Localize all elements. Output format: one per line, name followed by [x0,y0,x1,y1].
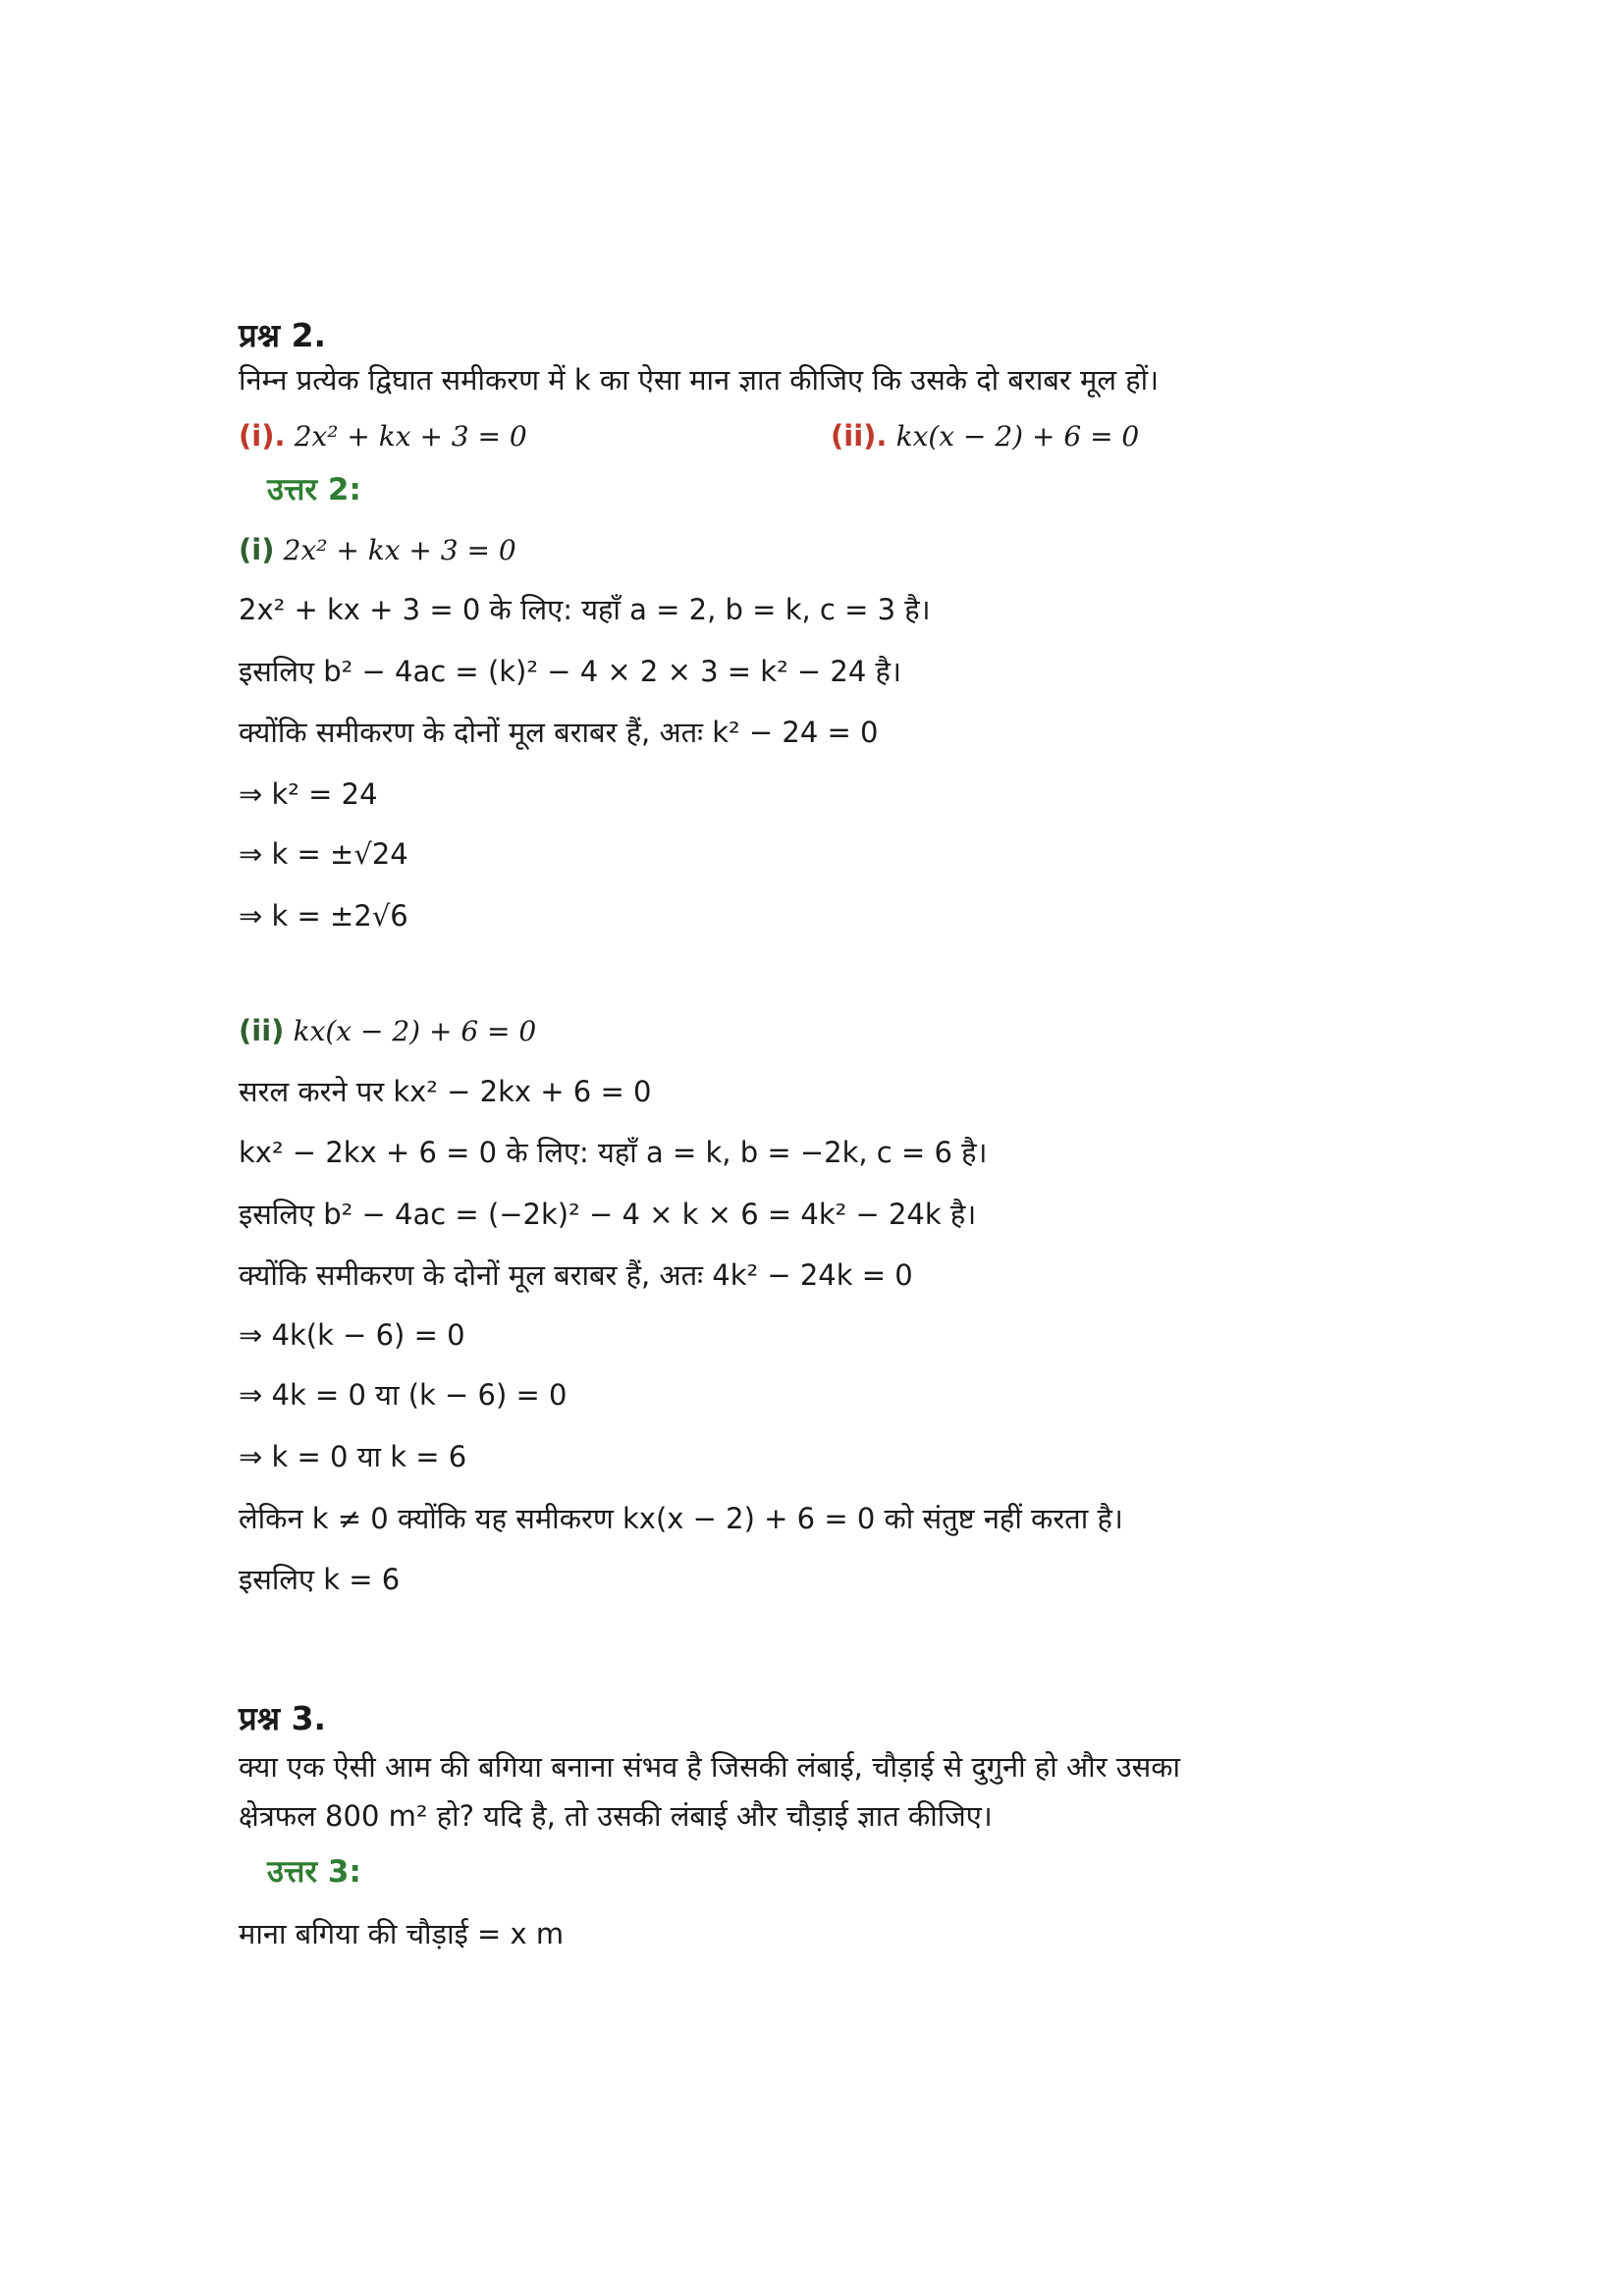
solution-line: 2x² + kx + 3 = 0 के लिए: यहाँ a = 2, b = k, c = 3 है। [239,593,931,626]
equation: kx(x − 2) + 6 = 0 [895,420,1140,453]
part-label: (i) [239,533,275,566]
solution-line: क्योंकि समीकरण के दोनों मूल बराबर हैं, अतः k² − 24 = 0 [239,716,879,749]
question-3-heading: प्रश्न 3. [239,1699,327,1737]
solution-line: ⇒ 4k(k − 6) = 0 [239,1318,465,1352]
part-label: (i). [239,419,286,453]
equation: kx(x − 2) + 6 = 0 [293,1015,537,1047]
solution-line: क्योंकि समीकरण के दोनों मूल बराबर हैं, अतः 4k² − 24k = 0 [239,1258,913,1292]
question-2-part-ii [831,416,1139,456]
question-2-heading: प्रश्न 2. [239,316,327,354]
solution-line: ⇒ k² = 24 [239,777,378,811]
answer-2-heading: उत्तर 2: [267,472,361,507]
solution-line: ⇒ k = 0 या k = 6 [239,1440,467,1473]
solution-line: सरल करने पर kx² − 2kx + 6 = 0 [239,1075,652,1108]
solution-line: लेकिन k ≠ 0 क्योंकि यह समीकरण kx(x − 2) + 6 = 0 को संतुष्ट नहीं करता है। [239,1502,1123,1535]
equation: 2x² + kx + 3 = 0 [283,534,516,566]
question-2-part-i [239,416,527,456]
part-label: (ii). [831,419,888,453]
solution-line: ⇒ k = ±2√6 [239,899,408,933]
solution-line: इसलिए b² − 4ac = (k)² − 4 × 2 × 3 = k² − 24 है। [239,655,901,688]
solution-line: इसलिए k = 6 [239,1563,401,1596]
question-3-text-line1: क्या एक ऐसी आम की बगिया बनाना संभव है जिसकी लंबाई, चौड़ाई से दुगुनी हो और उसका [239,1750,1181,1784]
solution-line: ⇒ 4k = 0 या (k − 6) = 0 [239,1378,568,1412]
solution-line: इसलिए b² − 4ac = (−2k)² − 4 × k × 6 = 4k² − 24k है। [239,1198,977,1231]
solution-line: माना बगिया की चौड़ाई = x m [239,1917,565,1950]
question-2-text: निम्न प्रत्येक द्विघात समीकरण में k का ऐसा मान ज्ञात कीजिए कि उसके दो बराबर मूल हों। [239,363,1160,397]
solution-ii-title [239,1011,536,1051]
solution-i-title [239,530,516,570]
equation: 2x² + kx + 3 = 0 [294,420,527,453]
solution-line: ⇒ k = ±√24 [239,837,408,871]
question-3-text-line2: क्षेत्रफल 800 m² हो? यदि है, तो उसकी लंबाई और चौड़ाई ज्ञात कीजिए। [239,1799,993,1833]
solution-line: kx² − 2kx + 6 = 0 के लिए: यहाँ a = k, b = −2k, c = 6 है। [239,1136,988,1169]
part-label: (ii) [239,1014,285,1047]
answer-3-heading: उत्तर 3: [267,1854,361,1890]
